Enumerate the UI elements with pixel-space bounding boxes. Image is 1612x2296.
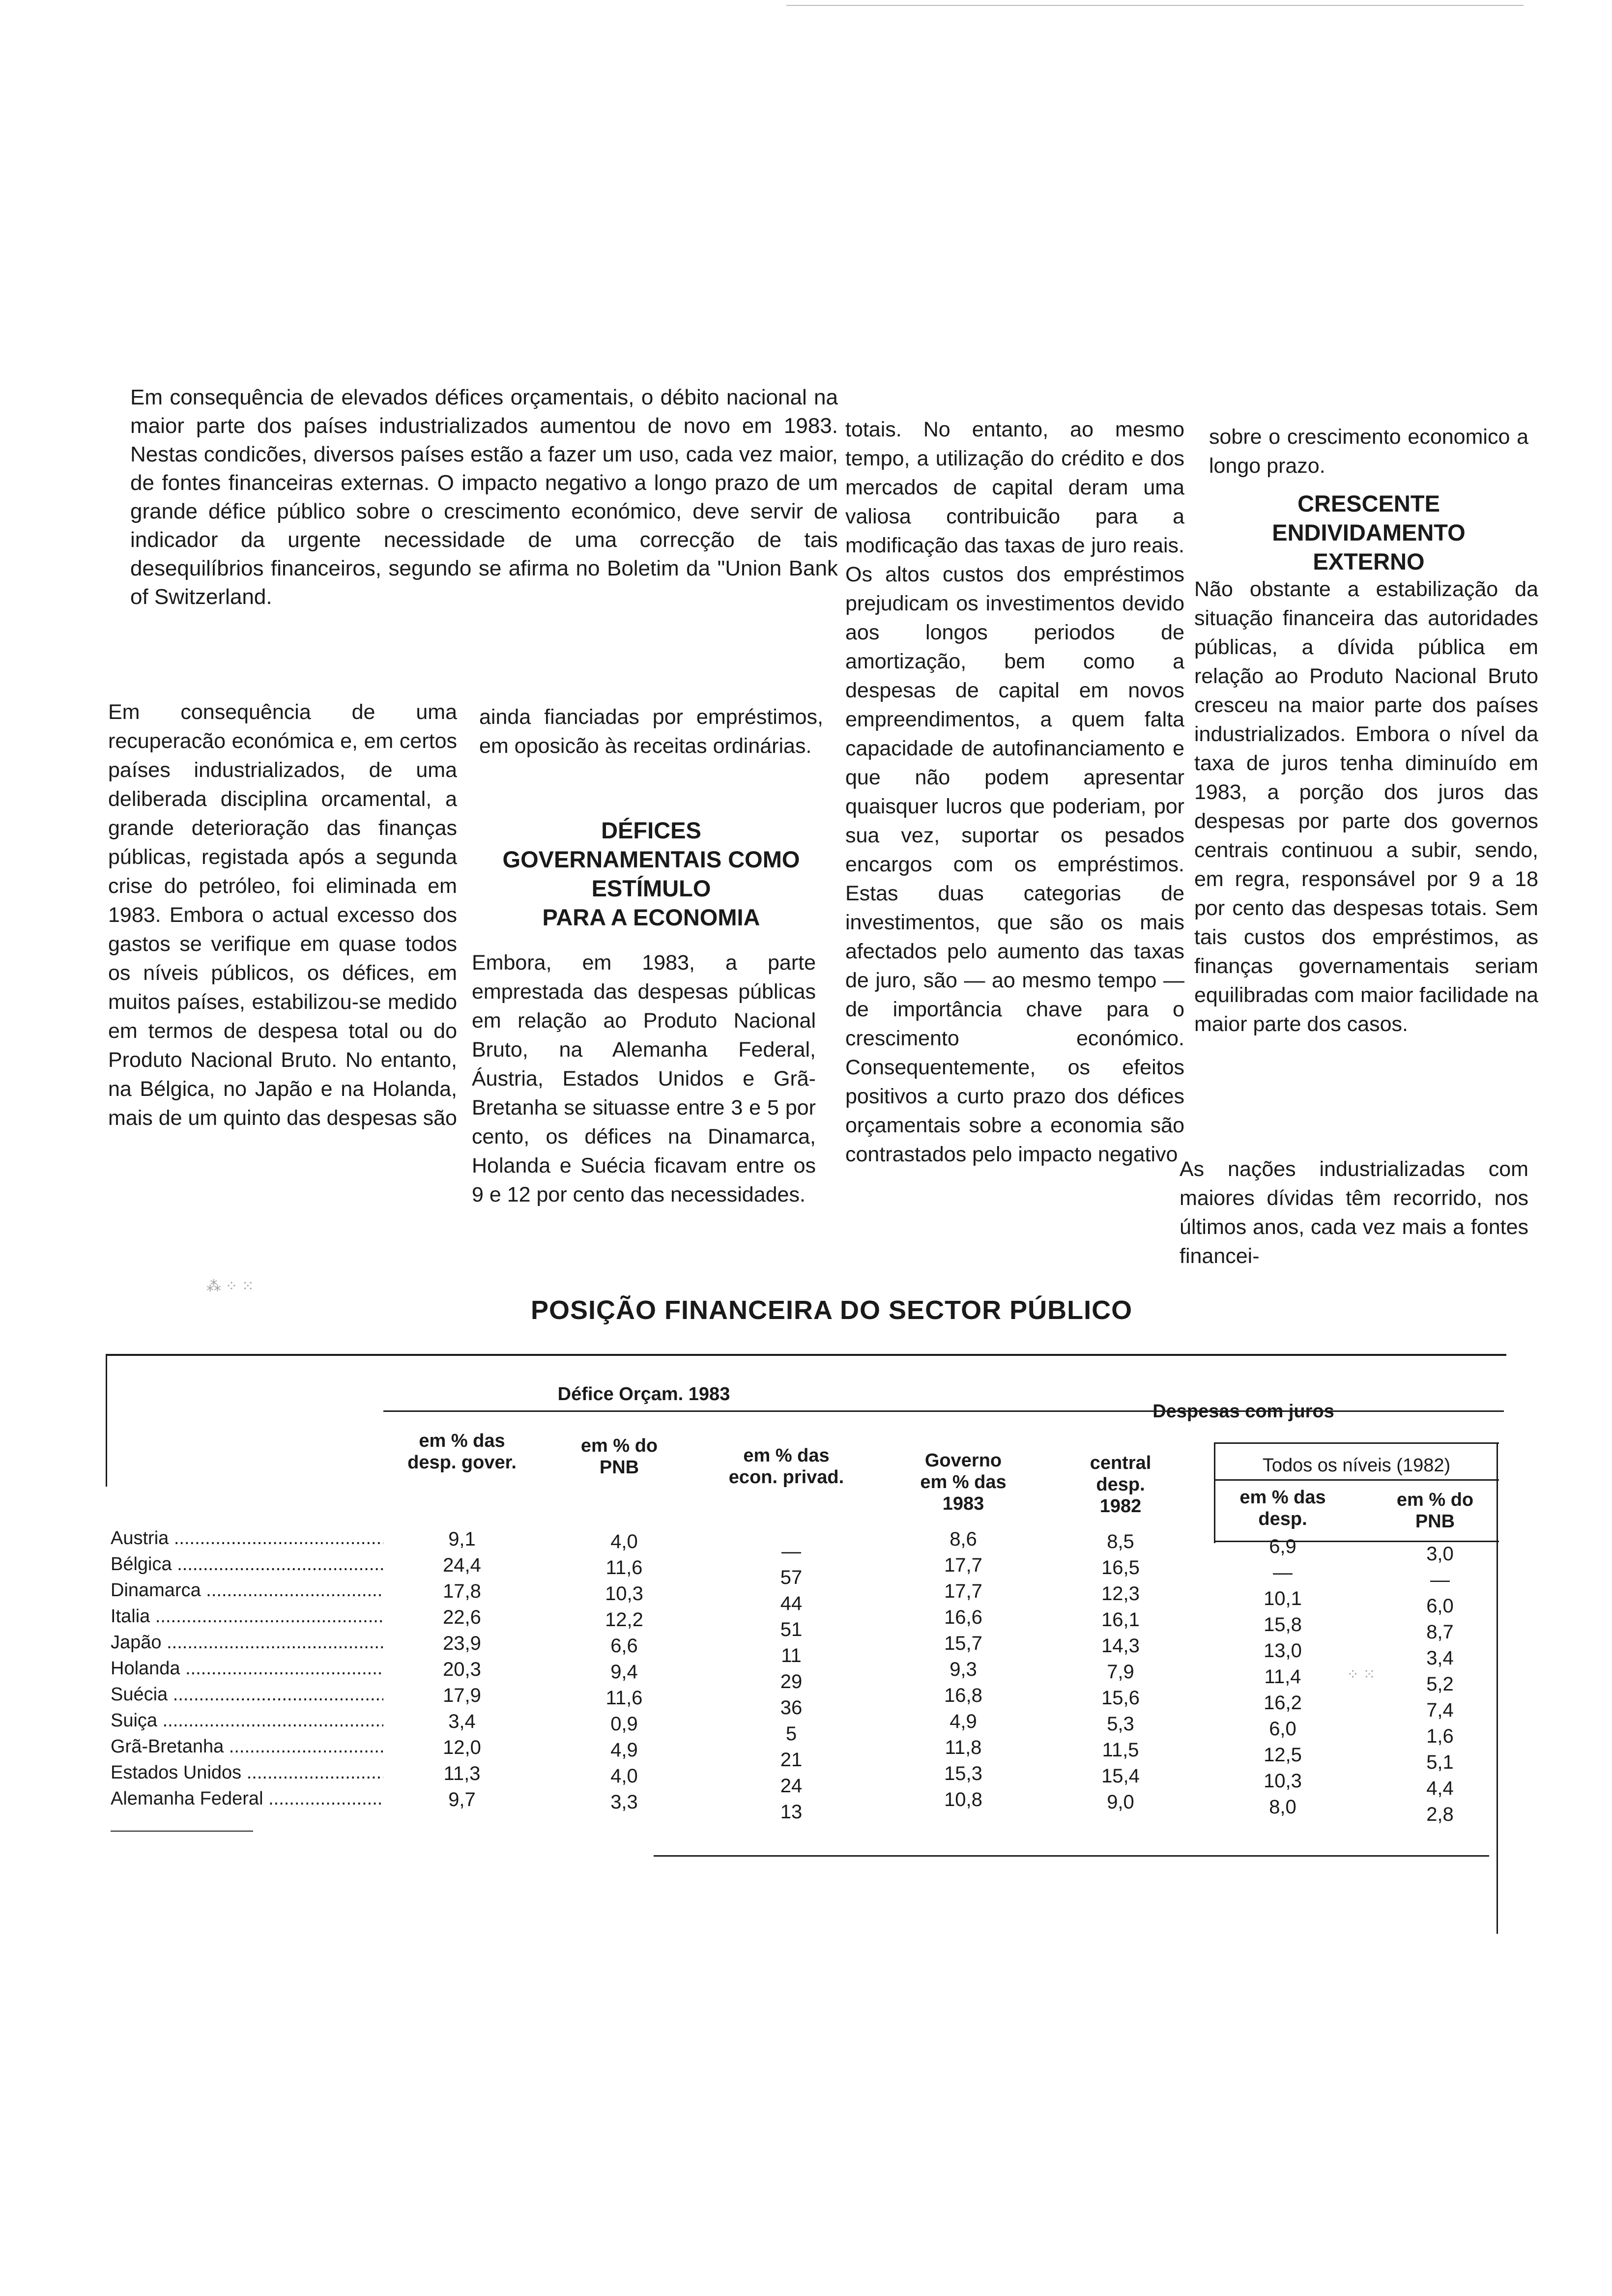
- section-heading-endividamento: CRESCENTE ENDIVIDAMENTO EXTERNO: [1272, 490, 1466, 574]
- table-cell-c5: 15,6: [1101, 1687, 1140, 1709]
- table-row-country: Estados Unidos .....: [111, 1763, 383, 1782]
- table-cell-c6: 15,8: [1264, 1614, 1302, 1636]
- article-column-1: Em consequência de uma recuperacão económica e, em certos países industrializados, de uma deliberada disciplina orcamental, a grande deterioração das finanças públicas, registada após a segunda crise do petróleo, foi eliminada em 1983. Embora o actual excesso dos gastos se verifique em quase todos os níveis públicos, os défices, em muitos países, estabilizou-se medido em termos de despesa total ou do Produto Nacional Bruto. No entanto, na Bélgica, no Japão e na Holanda, mais de um quinto das despesas são: [108, 700, 457, 1130]
- table-row-country: Suécia .....: [111, 1685, 383, 1704]
- table-left-border: [106, 1354, 107, 1487]
- header-pnb: em % do PNB: [580, 1435, 658, 1478]
- table-cell-c1: 17,9: [443, 1685, 481, 1706]
- header-econ-privad: em % das econ. privad.: [728, 1445, 844, 1488]
- table-cell-c6: 12,5: [1264, 1744, 1302, 1766]
- table-cell-c2: 10,3: [605, 1583, 643, 1605]
- table-cell-c1: 3,4: [448, 1711, 476, 1732]
- table-cell-c3: 11: [781, 1645, 802, 1666]
- table-cell-c3: 29: [780, 1671, 803, 1693]
- table-row-country: Alemanha Federal .....: [111, 1789, 383, 1808]
- header-niveis-pnb: em % do PNB: [1396, 1490, 1474, 1532]
- table-cell-c3: 13: [780, 1801, 803, 1823]
- table-cell-c6: 6,0: [1269, 1718, 1296, 1740]
- table-cell-c4: 16,8: [944, 1685, 982, 1706]
- table-cell-c5: 16,1: [1101, 1609, 1140, 1631]
- table-cell-c5: 5,3: [1107, 1713, 1134, 1735]
- article-column-4-body-2: As nações industrializadas com maiores dívidas têm recorrido, nos últimos anos, cada vez mais a fontes financei-: [1180, 1157, 1528, 1268]
- table-cell-c1: 22,6: [443, 1607, 481, 1628]
- table-cell-c1: 23,9: [443, 1633, 481, 1654]
- table-cell-c2: 4,9: [610, 1739, 638, 1761]
- article-column-4-body: Não obstante a estabilização da situação financeira das autoridades públicas, a dívida pública em relação ao Produto Nacional Bruto cresceu na maior parte dos países industrializados. Embora o nível da taxa de juros tenha diminuído em 1983, a porção dos juros das despesas por parte dos governos centrais continuou a subir, sendo, em regra, responsável por 9 a 18 por cento das despesas totais. Sem tais custos dos empréstimos, as finanças governamentais seriam equilibradas com maior facilidade na maior parte dos casos.: [1194, 577, 1538, 1036]
- table-cell-c5: 15,4: [1101, 1765, 1140, 1787]
- table-cell-c4: 16,6: [944, 1607, 982, 1628]
- table-cell-c7: 2,8: [1426, 1804, 1454, 1825]
- table-cell-c6: 11,4: [1264, 1666, 1301, 1688]
- table-row-country: Italia .....: [111, 1607, 383, 1626]
- table-cell-c2: 4,0: [610, 1531, 638, 1552]
- table-cell-c6: 10,3: [1264, 1770, 1302, 1792]
- table-cell-c6: 13,0: [1264, 1640, 1302, 1662]
- table-cell-c7: 5,2: [1426, 1673, 1454, 1695]
- header-central: central desp. 1982: [1090, 1453, 1151, 1517]
- table-subgroup-box-top: [1214, 1442, 1499, 1444]
- header-todos-niveis: Todos os níveis (1982): [1262, 1455, 1451, 1476]
- table-cell-c7: 8,7: [1426, 1621, 1454, 1643]
- table-cell-c3: 57: [780, 1567, 803, 1588]
- header-defice-orcam: Défice Orçam. 1983: [557, 1384, 730, 1405]
- table-row-country: Austria .....: [111, 1528, 383, 1548]
- header-desp-gov: em % das desp. gover.: [407, 1431, 517, 1473]
- table-cell-c6: —: [1273, 1562, 1293, 1583]
- table-cell-c3: —: [781, 1541, 801, 1562]
- table-cell-c7: 5,1: [1426, 1751, 1454, 1773]
- table-cell-c1: 24,4: [443, 1554, 481, 1576]
- table-row-country: Suiça .....: [111, 1711, 383, 1730]
- table-row-country: Dinamarca .....: [111, 1580, 383, 1600]
- table-cell-c6: 8,0: [1269, 1796, 1296, 1818]
- table-cell-c4: 8,6: [950, 1528, 977, 1550]
- table-cell-c4: 11,8: [945, 1737, 982, 1758]
- scan-smudge: ⁂ ⁘ ⁙: [206, 1278, 254, 1294]
- table-cell-c2: 12,2: [605, 1609, 643, 1631]
- table-subgroup-box-left: [1214, 1442, 1215, 1543]
- header-governo: Governo em % das 1983: [920, 1450, 1007, 1514]
- table-left-bottom-rule: [111, 1831, 253, 1832]
- table-subgroup-divider: [1214, 1479, 1499, 1481]
- header-niveis-desp: em % das desp.: [1239, 1487, 1326, 1529]
- table-cell-c2: 3,3: [610, 1791, 638, 1813]
- table-cell-c1: 12,0: [443, 1737, 481, 1758]
- table-cell-c4: 15,7: [944, 1633, 982, 1654]
- table-cell-c1: 9,1: [448, 1528, 476, 1550]
- table-title: POSIÇÃO FINANCEIRA DO SECTOR PÚBLICO: [531, 1295, 1133, 1325]
- table-cell-c7: 6,0: [1426, 1595, 1454, 1617]
- article-column-2-top: ainda fianciadas por empréstimos, em oposicão às receitas ordinárias.: [479, 705, 823, 758]
- table-cell-c4: 10,8: [944, 1789, 982, 1810]
- section-heading-defices: DÉFICES GOVERNAMENTAIS COMO ESTÍMULO PARA A ECONOMIA: [502, 817, 800, 930]
- table-cell-c1: 11,3: [443, 1763, 481, 1784]
- table-cell-c4: 15,3: [944, 1763, 982, 1784]
- table-cell-c6: 10,1: [1264, 1588, 1302, 1609]
- table-cell-c4: 9,3: [950, 1659, 977, 1680]
- table-cell-c7: 7,4: [1426, 1699, 1454, 1721]
- article-column-4-top: sobre o crescimento economico a longo prazo.: [1209, 425, 1528, 478]
- table-cell-c4: 17,7: [944, 1580, 982, 1602]
- table-cell-c2: 4,0: [610, 1765, 638, 1787]
- table-row-country: Japão .....: [111, 1633, 383, 1652]
- table-cell-c5: 12,3: [1101, 1583, 1140, 1605]
- table-cell-c3: 36: [780, 1697, 803, 1719]
- table-cell-c2: 6,6: [610, 1635, 638, 1657]
- intro-paragraph: Em consequência de elevados défices orçamentais, o débito nacional na maior parte dos países industrializados aumentou de novo em 1983. Nestas condicões, diversos países estão a fazer um uso, cada vez maior, de fontes financeiras externas. O impacto negativo a longo prazo de um grande défice público sobre o crescimento económico, deve servir de indicador da urgente necessidade de uma correcção de tais desequilíbrios financeiros, segundo se afirma no Boletim da "Union Bank of Switzerland.: [130, 385, 838, 609]
- table-cell-c4: 4,9: [950, 1711, 977, 1732]
- table-cell-c5: 11,5: [1102, 1739, 1139, 1761]
- table-row-country: Bélgica .....: [111, 1554, 383, 1574]
- table-cell-c1: 20,3: [443, 1659, 481, 1680]
- table-cell-c6: 6,9: [1269, 1536, 1296, 1557]
- table-cell-c4: 17,7: [944, 1554, 982, 1576]
- table-cell-c3: 51: [780, 1619, 803, 1640]
- table-cell-c5: 7,9: [1107, 1661, 1134, 1683]
- table-cell-c1: 9,7: [448, 1789, 476, 1810]
- article-column-3: totais. No entanto, ao mesmo tempo, a utilização do crédito e dos mercados de capital deram uma valiosa contribuicão para a modificação das taxas de juro reais. Os altos custos dos empréstimos prejudicam os investimentos devido aos longos periodos de amortização, bem como a despesas de capital em novos empreendimentos, a quem falta capacidade de autofinanciamento e que não podem apresentar quaisquer lucros que poderiam, por sua vez, suportar os pesados encargos com os empréstimos. Estas duas categorias de investimentos, que são os mais afectados pelo aumento das taxas de juro, são — ao mesmo tempo — de importância chave para o crescimento económico. Consequentemente, os efeitos positivos a curto prazo dos défices orçamentais sobre a economia são contrastados pelo impacto negativo: [845, 418, 1184, 1166]
- table-cell-c5: 16,5: [1101, 1557, 1140, 1578]
- table-cell-c2: 11,6: [605, 1687, 643, 1709]
- table-cell-c3: 5: [785, 1723, 797, 1745]
- table-bottom-rule: [654, 1855, 1489, 1857]
- table-cell-c2: 11,6: [605, 1557, 643, 1578]
- table-cell-c5: 14,3: [1101, 1635, 1140, 1657]
- table-top-border: [106, 1354, 1506, 1356]
- table-cell-c3: 24: [780, 1775, 803, 1797]
- scan-smudge: ⁘ ⁙: [1347, 1666, 1376, 1683]
- table-row-country: Grã-Bretanha .....: [111, 1737, 383, 1756]
- table-row-country: Holanda .....: [111, 1659, 383, 1678]
- table-cell-c3: 44: [780, 1593, 803, 1614]
- table-cell-c2: 0,9: [610, 1713, 638, 1735]
- table-cell-c7: 4,4: [1426, 1778, 1454, 1799]
- table-cell-c7: —: [1430, 1569, 1450, 1591]
- table-cell-c6: 16,2: [1264, 1692, 1302, 1714]
- article-column-2-body: Embora, em 1983, a parte emprestada das despesas públicas em relação ao Produto Nacional Bruto, na Alemanha Federal, Áustria, Estados Unidos e Grã-Bretanha se situasse entre 3 e 5 por cento, os défices na Dinamarca, Holanda e Suécia ficavam entre os 9 e 12 por cento das necessidades.: [472, 951, 816, 1206]
- table-cell-c2: 9,4: [610, 1661, 638, 1683]
- scan-line: [786, 5, 1524, 6]
- table-cell-c5: 9,0: [1107, 1791, 1134, 1813]
- table-cell-c7: 3,0: [1426, 1543, 1454, 1565]
- header-despesas-juros: Despesas com juros: [1152, 1401, 1334, 1422]
- table-cell-c1: 17,8: [443, 1580, 481, 1602]
- table-cell-c5: 8,5: [1107, 1531, 1134, 1552]
- table-cell-c7: 1,6: [1426, 1725, 1454, 1747]
- table-cell-c3: 21: [780, 1749, 803, 1771]
- table-cell-c7: 3,4: [1426, 1647, 1454, 1669]
